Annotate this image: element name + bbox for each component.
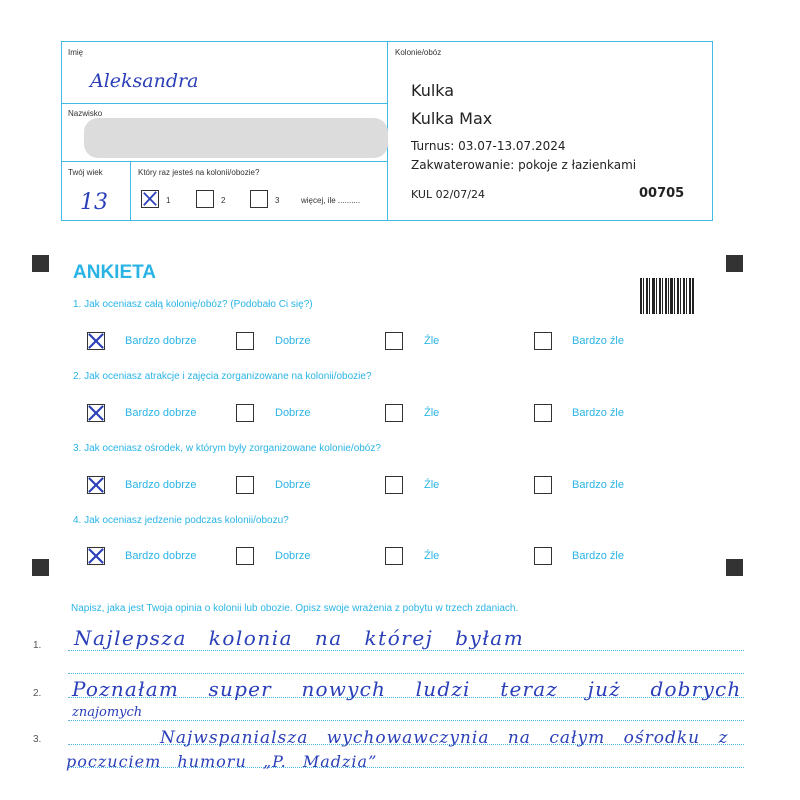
divider <box>62 161 387 162</box>
line-number-1: 1. <box>33 640 42 651</box>
visit-label: Który raz jesteś na kolonii/obozie? <box>138 168 260 177</box>
camp-label: Kolonie/obóz <box>395 48 442 57</box>
q2-option-bad-checkbox[interactable] <box>385 404 403 422</box>
question-1: 1. Jak oceniasz całą kolonię/obóz? (Podobało Ci się?) <box>73 299 313 310</box>
age-value: 13 <box>80 190 108 215</box>
form-number: 00705 <box>639 186 685 201</box>
line-number-2: 2. <box>33 688 42 699</box>
question-2: 2. Jak oceniasz atrakcje i zajęcia zorganizowane na kolonii/obozie? <box>73 371 372 382</box>
divider <box>130 161 131 220</box>
check-mark-icon <box>142 191 158 207</box>
q2-option-very-bad-label: Bardzo źle <box>572 407 624 419</box>
q4-option-very-bad-label: Bardzo źle <box>572 550 624 562</box>
q1-option-very-bad-checkbox[interactable] <box>534 332 552 350</box>
check-mark-icon <box>88 477 104 493</box>
opinion-line-1: Najlepsza kolonia na której byłam <box>74 626 525 650</box>
opinion-line-2-cont: znajomych <box>72 705 143 720</box>
registration-marker <box>32 559 49 576</box>
turnus: Turnus: 03.07-13.07.2024 <box>411 139 566 153</box>
q2-option-good-checkbox[interactable] <box>236 404 254 422</box>
q1-option-good-label: Dobrze <box>275 335 311 347</box>
q2-option-bad-label: Źle <box>424 407 440 419</box>
age-label: Twój wiek <box>68 168 103 177</box>
writing-line <box>68 650 744 651</box>
q3-option-very-good-checkbox[interactable] <box>87 476 105 494</box>
q4-option-good-label: Dobrze <box>275 550 311 562</box>
q2-option-very-good-label: Bardzo dobrze <box>125 407 197 419</box>
camp-subtitle: Kulka Max <box>411 109 493 128</box>
check-mark-icon <box>88 333 104 349</box>
divider <box>62 103 387 104</box>
q1-option-good-checkbox[interactable] <box>236 332 254 350</box>
q4-option-very-bad-checkbox[interactable] <box>534 547 552 565</box>
check-mark-icon <box>88 405 104 421</box>
visit-more: więcej, ile .......... <box>301 196 361 205</box>
opinion-prompt: Napisz, jaka jest Twoja opinia o kolonii lub obozie. Opisz swoje wrażenia z pobytu w trzech zdaniach. <box>71 603 519 614</box>
q2-option-good-label: Dobrze <box>275 407 311 419</box>
registration-marker <box>32 255 49 272</box>
q2-option-very-bad-checkbox[interactable] <box>534 404 552 422</box>
barcode-icon <box>640 278 694 314</box>
header-box <box>61 41 713 221</box>
question-4: 4. Jak oceniasz jedzenie podczas kolonii/obozu? <box>73 515 289 526</box>
accommodation: Zakwaterowanie: pokoje z łazienkami <box>411 158 637 172</box>
registration-marker <box>726 559 743 576</box>
q4-option-very-good-checkbox[interactable] <box>87 547 105 565</box>
opinion-line-3-cont: poczuciem humoru „P. Madzia” <box>66 752 378 771</box>
visit-option-3: 3 <box>275 196 280 205</box>
question-3: 3. Jak oceniasz ośrodek, w którym były zorganizowane kolonie/obóz? <box>73 443 381 454</box>
opinion-line-2: Poznałam super nowych ludzi teraz już dobrych <box>72 677 742 701</box>
surname-label: Nazwisko <box>68 109 103 118</box>
name-label: Imię <box>68 48 84 57</box>
q1-option-bad-label: Źle <box>424 335 440 347</box>
q2-option-very-good-checkbox[interactable] <box>87 404 105 422</box>
survey-title: ANKIETA <box>73 262 157 283</box>
visit-option-1: 1 <box>166 196 171 205</box>
name-value: Aleksandra <box>90 70 199 92</box>
q1-option-very-good-label: Bardzo dobrze <box>125 335 197 347</box>
q1-option-bad-checkbox[interactable] <box>385 332 403 350</box>
writing-line <box>68 673 744 674</box>
registration-marker <box>726 255 743 272</box>
check-mark-icon <box>88 548 104 564</box>
redacted-surname <box>84 118 388 158</box>
q3-option-very-bad-label: Bardzo źle <box>572 479 624 491</box>
visit-option-2: 2 <box>221 196 226 205</box>
q3-option-very-bad-checkbox[interactable] <box>534 476 552 494</box>
q1-option-very-good-checkbox[interactable] <box>87 332 105 350</box>
q3-option-good-label: Dobrze <box>275 479 311 491</box>
q3-option-good-checkbox[interactable] <box>236 476 254 494</box>
visit-checkbox-3[interactable] <box>250 190 268 208</box>
visit-checkbox-1[interactable] <box>141 190 159 208</box>
camp-code: KUL 02/07/24 <box>411 188 485 201</box>
q4-option-bad-label: Źle <box>424 550 440 562</box>
camp-title: Kulka <box>411 81 455 100</box>
line-number-3: 3. <box>33 734 42 745</box>
q3-option-bad-checkbox[interactable] <box>385 476 403 494</box>
q4-option-very-good-label: Bardzo dobrze <box>125 550 197 562</box>
q4-option-bad-checkbox[interactable] <box>385 547 403 565</box>
q4-option-good-checkbox[interactable] <box>236 547 254 565</box>
writing-line <box>68 720 744 721</box>
q3-option-very-good-label: Bardzo dobrze <box>125 479 197 491</box>
visit-checkbox-2[interactable] <box>196 190 214 208</box>
q1-option-very-bad-label: Bardzo źle <box>572 335 624 347</box>
opinion-line-3: Najwspanialsza wychowawczynia na całym ośrodku z <box>160 728 729 748</box>
q3-option-bad-label: Źle <box>424 479 440 491</box>
